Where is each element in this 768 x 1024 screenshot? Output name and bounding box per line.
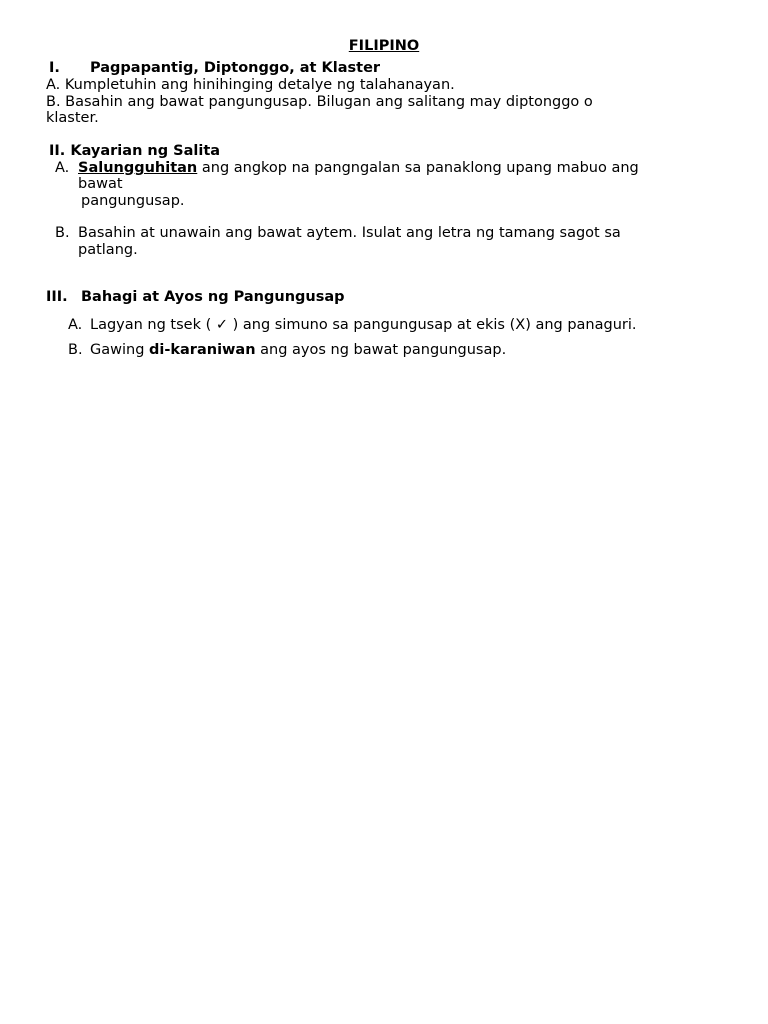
section3-numeral: III. [46, 289, 68, 305]
section1-item-b-line2: klaster. [46, 110, 99, 126]
section2-item-b-marker: B. [55, 225, 70, 241]
section2-item-a-line1 [78, 160, 639, 177]
section3-item-a-text: Lagyan ng tsek ( ✓ ) ang simuno sa pangungusap at ekis (X) ang panaguri. [90, 317, 637, 333]
section2-item-a-marker: A. [55, 160, 70, 176]
section3-item-b-emphasis: di-karaniwan [149, 342, 256, 358]
section2-item-a-emphasis: Salungguhitan [78, 160, 198, 176]
section2-heading: II. Kayarian ng Salita [49, 143, 221, 159]
section2-item-a-line3: pangungusap. [81, 193, 185, 209]
section1-heading: Pagpapantig, Diptonggo, at Klaster [90, 60, 381, 76]
section2-item-a-line2: bawat [78, 176, 123, 192]
section1-item-a: A. Kumpletuhin ang hinihinging detalye ng talahanayan. [46, 77, 455, 93]
section3-item-b-text [90, 342, 506, 359]
section2-item-b-line2: patlang. [78, 242, 138, 258]
section3-item-b-marker: B. [68, 342, 83, 358]
section3-item-b-post: ang ayos ng bawat pangungusap. [255, 342, 507, 358]
section3-item-b-pre: Gawing [90, 342, 150, 358]
section2-item-b-line1: Basahin at unawain ang bawat aytem. Isulat ang letra ng tamang sagot sa [78, 225, 621, 241]
section2-item-a-rest: ang angkop na pangngalan sa panaklong upang mabuo ang [197, 160, 639, 176]
section1-numeral: I. [49, 60, 60, 76]
section3-heading: Bahagi at Ayos ng Pangungusap [81, 289, 345, 305]
document-title: FILIPINO [348, 38, 420, 54]
section3-item-a-marker: A. [68, 317, 83, 333]
section1-item-b-line1: B. Basahin ang bawat pangungusap. Bilugan ang salitang may diptonggo o [46, 94, 593, 110]
